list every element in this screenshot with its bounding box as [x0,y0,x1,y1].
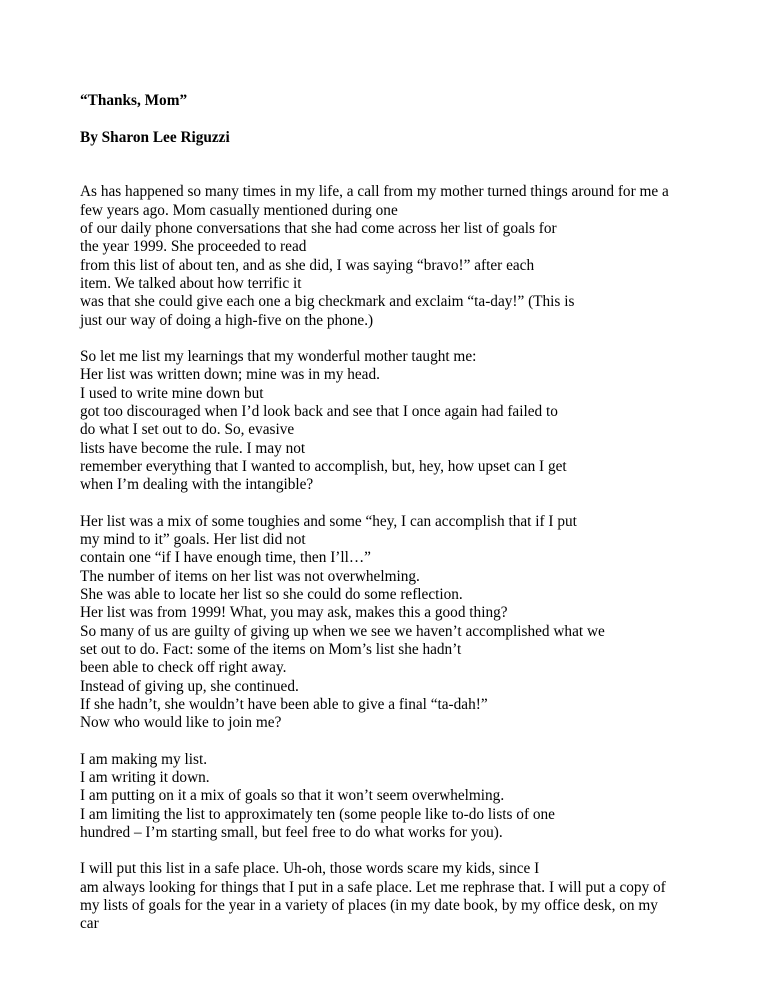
text-line: just our way of doing a high-five on the phone.) [80,311,374,329]
text-line: car [80,915,99,933]
paragraph [80,751,720,842]
text-line: hundred – I’m starting small, but feel free to do what works for you). [80,823,503,841]
paragraph [80,348,720,494]
text-line: She was able to locate her list so she could do some reflection. [80,586,463,604]
paragraph [80,183,720,329]
text-line: got too discouraged when I’d look back and see that I once again had failed to [80,403,558,421]
text-line: when I’m dealing with the intangible? [80,476,314,494]
text-line: of our daily phone conversations that she had come across her list of goals for [80,220,557,238]
text-line: lists have become the rule. I may not [80,439,306,457]
text-line: item. We talked about how terrific it [80,274,302,292]
text-line: I am limiting the list to approximately ten (some people like to-do lists of one [80,805,555,823]
text-line: Instead of giving up, she continued. [80,677,299,695]
text-line: As has happened so many times in my life, a call from my mother turned things around for me a [80,183,669,201]
text-line: do what I set out to do. So, evasive [80,421,295,439]
text-line: from this list of about ten, and as she did, I was saying “bravo!” after each [80,256,535,274]
text-line: I will put this list in a safe place. Uh-oh, those words scare my kids, since I [80,860,540,878]
text-line: Her list was written down; mine was in my head. [80,366,380,384]
text-line: my lists of goals for the year in a variety of places (in my date book, by my office desk, on my [80,897,658,915]
text-line: I am making my list. [80,750,208,768]
text-line: was that she could give each one a big checkmark and exclaim “ta-day!” (This is [80,293,575,311]
text-line: So many of us are guilty of giving up when we see we haven’t accomplished what we [80,622,605,640]
text-line: I am writing it down. [80,768,210,786]
text-line: Now who would like to join me? [80,714,282,732]
text-line: contain one “if I have enough time, then I’ll…” [80,549,371,567]
text-line: few years ago. Mom casually mentioned during one [80,201,398,219]
text-line: the year 1999. She proceeded to read [80,238,307,256]
text-line: my mind to it” goals. Her list did not [80,531,306,549]
paragraph [80,860,720,933]
document-body [80,183,720,933]
text-line: remember everything that I wanted to accomplish, but, hey, how upset can I get [80,457,567,475]
text-line: am always looking for things that I put in a safe place. Let me rephrase that. I will put a copy of [80,878,666,896]
text-line: been able to check off right away. [80,659,287,677]
text-line: So let me list my learnings that my wonderful mother taught me: [80,348,477,366]
document-title: “Thanks, Mom” [80,92,188,109]
document-byline: By Sharon Lee Riguzzi [80,128,230,146]
text-line: I used to write mine down but [80,384,264,402]
text-line: Her list was from 1999! What, you may ask, makes this a good thing? [80,604,508,622]
text-line: I am putting on it a mix of goals so that it won’t seem overwhelming. [80,787,505,805]
text-line: The number of items on her list was not overwhelming. [80,567,420,585]
text-line: set out to do. Fact: some of the items on Mom’s list she hadn’t [80,640,462,658]
text-line: Her list was a mix of some toughies and some “hey, I can accomplish that if I put [80,512,577,530]
paragraph [80,513,720,733]
document-page [80,92,720,952]
text-line: If she hadn’t, she wouldn’t have been able to give a final “ta-dah!” [80,695,488,713]
